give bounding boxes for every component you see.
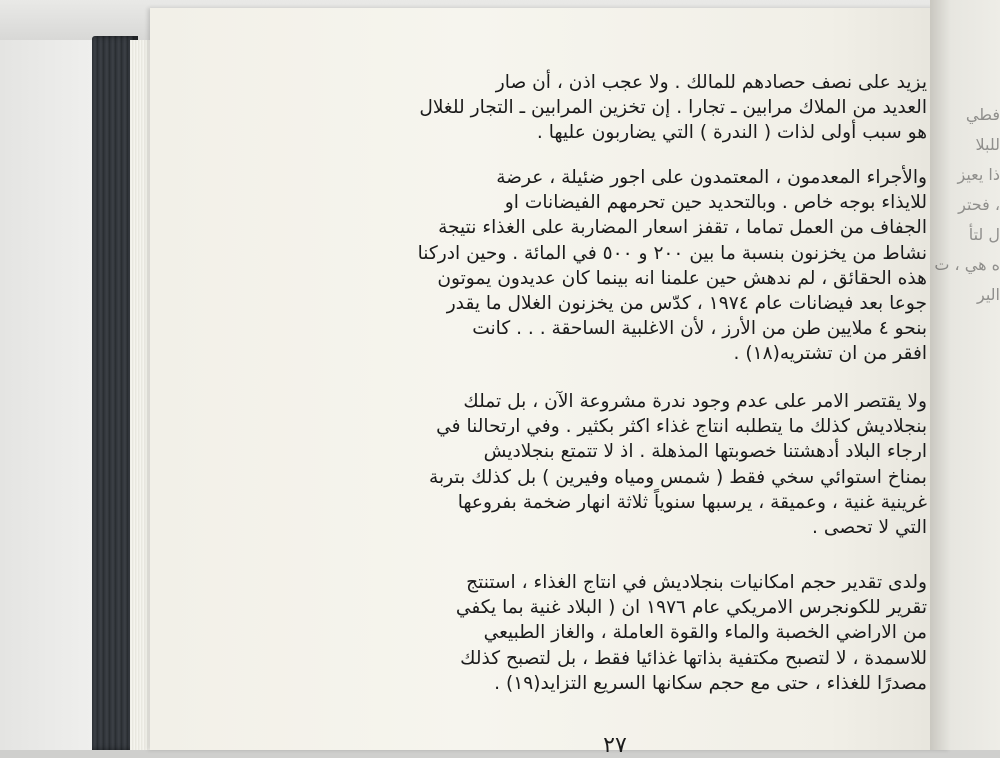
text-line: غرينية غنية ، وعميقة ، يرسبها سنوياً ثلاثة انهار ضخمة بفروعها [457,491,927,513]
text-line: للايذاء بوجه خاص . وبالتحديد حين تحرمهم الفيضانات او [504,192,927,214]
text-line: افقر من ان تشتريه(١٨) . [733,343,927,365]
text-line: ولدى تقدير حجم امكانيات بنجلاديش في انتاج الغذاء ، استنتج [466,572,927,593]
facing-page-fragment: ، فحتر [958,195,1000,214]
paragraph-1 [262,70,927,146]
text-line: العديد من الملاك مرابين ـ تجارا . إن تخزين المرابين ـ التجار للغلال [419,97,927,119]
paragraph-4 [262,570,927,696]
text-line: التي لا تحصى . [812,517,927,539]
text-line: بمناخ استوائي سخي فقط ( شمس ومياه وفيرين ) بل كذلك بتربة [428,466,927,488]
facing-page-fragment: ه هي ، ت [934,255,1000,274]
text-line: نشاط من يخزنون بنسبة ما بين ٢٠٠ و ٥٠٠ في المائة . وحين ادركنا [417,242,927,264]
text-line: والأجراء المعدمون ، المعتمدون على اجور ضئيلة ، عرضة [496,167,927,188]
text-line: للاسمدة ، لا لتصبح مكتفية بذاتها غذائيا فقط ، بل لتصبح كذلك [460,647,927,669]
text-line: بنحو ٤ ملايين طن من الأرز ، لأن الاغلبية الساحقة . . . كانت [472,318,927,340]
text-line: مصدرًا للغذاء ، حتى مع حجم سكانها السريع التزايد(١٩) . [494,672,927,694]
facing-page-fragment: الير [977,285,1000,304]
text-line: يزيد على نصف حصادهم للمالك . ولا عجب اذن ، أن صار [495,72,927,93]
text-line: ولا يقتصر الامر على عدم وجود ندرة مشروعة الآن ، بل تملك [463,391,927,412]
paragraph-3 [262,389,927,540]
text-line: هذه الحقائق ، لم ندهش حين علمنا انه بينما كان عديدون يموتون [437,267,927,289]
table-surface-left [0,40,100,750]
page-stack-edge [130,40,152,750]
text-line: من الاراضي الخصبة والماء والقوة العاملة ، والغاز الطبيعي [483,622,927,644]
text-line: هو سبب أولى لذات ( الندرة ) التي يضاربون عليها . [536,122,927,144]
facing-page-text [936,100,1000,310]
text-line: تقرير للكونجرس الامريكي عام ١٩٧٦ ان ( البلاد غنية بما يكفي [455,597,927,619]
text-line: بنجلاديش كذلك ما يتطلبه انتاج غذاء اكثر بكثير . وفي ارتحالنا في [436,416,927,438]
paragraph-2 [262,165,927,367]
facing-page-fragment: للبلا [975,135,1000,154]
facing-page-fragment: ل لتأ [968,225,1000,244]
facing-page-fragment: ذا يعيز [957,165,1000,184]
page-number: ٢٧ [603,733,627,758]
facing-page-edge [930,0,1000,750]
text-line: جوعا بعد فيضانات عام ١٩٧٤ ، كدّس من يخزنون الغلال ما يقدر [446,293,927,315]
text-line: الجفاف من العمل تماما ، تقفز اسعار المضاربة على الغذاء نتيجة [438,217,927,239]
facing-page-fragment: فطي [965,105,1000,124]
text-line: ارجاء البلاد أدهشتنا خصوبتها المذهلة . اذ لا تتمتع بنجلاديش [483,441,927,463]
